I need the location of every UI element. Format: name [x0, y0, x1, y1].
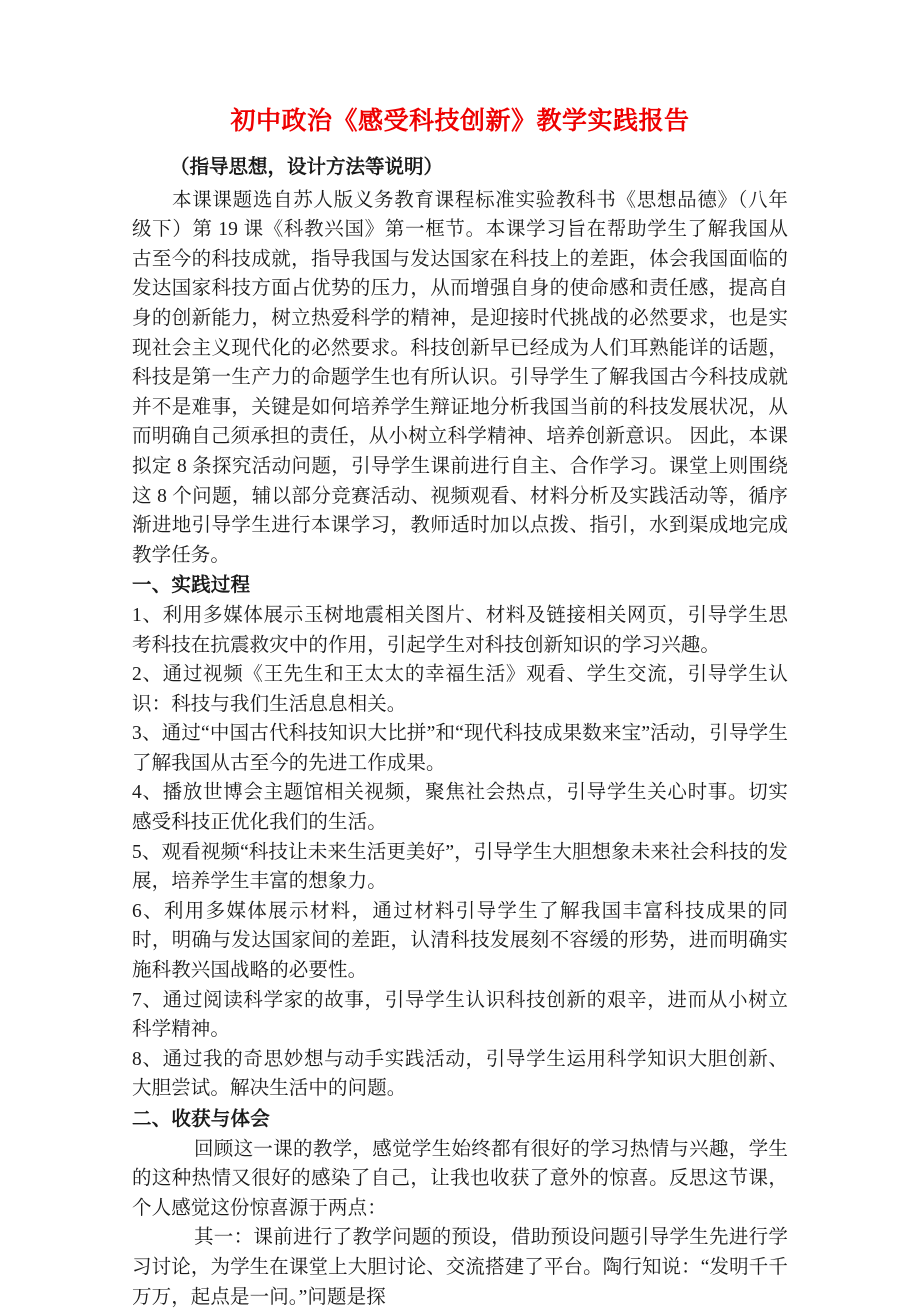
list-item: 1、利用多媒体展示玉树地震相关图片、材料及链接相关网页，引导学生思考科技在抗震救灾中的作用，引起学生对科技创新知识的学习兴趣。 [132, 604, 788, 656]
list-item: 7、通过阅读科学家的故事，引导学生认识科技创新的艰辛，进而从小树立科学精神。 [132, 989, 788, 1041]
list-item: 3、通过“中国古代科技知识大比拼”和“现代科技成果数来宝”活动，引导学生了解我国从古至今的先进工作成果。 [132, 723, 788, 774]
section-two-paragraph: 回顾这一课的教学，感觉学生始终都有很好的学习热情与兴趣，学生的这种热情又很好的感染了自己，让我也收获了意外的惊喜。反思这节课，个人感觉这份惊喜源于两点： [132, 1138, 788, 1219]
list-item: 6、利用多媒体展示材料，通过材料引导学生了解我国丰富科技成果的同时，明确与发达国家间的差距，认清科技发展刻不容缓的形势，进而明确实施科教兴国战略的必要性。 [132, 900, 788, 982]
subtitle-note: （指导思想，设计方法等说明） [170, 156, 444, 178]
intro-paragraph: 本课课题选自苏人版义务教育课程标准实验教科书《思想品德》（八年级下）第 19 课《科教兴国》第一框节。本课学习旨在帮助学生了解我国从古至今的科技成就，指导我国与发达国家在科技上的差距，体会我国面临的发达国家科技方面占优势的压力，从而增强自身的使命感和责任感，提高自身的创新能力，树立热爱科学的精神，是迎接时代挑战的必然要求，也是实现社会主义现代化的必然要求。科技创新早已经成为人们耳熟能详的话题，科技是第一生产力的命题学生也有所认识。引导学生了解我国古今科技成就并不是难事，关键是如何培养学生辩证地分析我国当前的科技发展状况，从而明确自己须承担的责任，从小树立科学精神、培养创新意识。 因此，本课拟定 8 条探究活动问题，引导学生课前进行自主、合作学习。课堂上则围绕这 8 个问题，辅以部分竞赛活动、视频观看、材料分析及实践活动等，循序渐进地引导学生进行本课学习，教师适时加以点拨、指引，水到渠成地完成教学任务。 [132, 189, 788, 566]
document-body [132, 0, 788, 1312]
list-item: 5、观看视频“科技让未来生活更美好”，引导学生大胆想象未来社会科技的发展，培养学生丰富的想象力。 [132, 841, 788, 893]
section-two-paragraph: 其一：课前进行了教学问题的预设，借助预设问题引导学生先进行学习讨论，为学生在课堂上大胆讨论、交流搭建了平台。陶行知说：“发明千千万万，起点是一问。”问题是探 [132, 1227, 788, 1308]
section-heading-two: 二、收获与体会 [132, 1108, 270, 1130]
list-item: 4、播放世博会主题馆相关视频，聚焦社会热点，引导学生关心时事。切实感受科技正优化我们的生活。 [132, 782, 788, 834]
page-title: 初中政治《感受科技创新》教学实践报告 [230, 107, 690, 135]
section-heading-one: 一、实践过程 [132, 574, 251, 597]
list-item: 2、通过视频《王先生和王太太的幸福生活》观看、学生交流，引导学生认识：科技与我们生活息息相关。 [132, 664, 788, 715]
list-item: 8、通过我的奇思妙想与动手实践活动，引导学生运用科学知识大胆创新、大胆尝试。解决生活中的问题。 [132, 1048, 788, 1100]
